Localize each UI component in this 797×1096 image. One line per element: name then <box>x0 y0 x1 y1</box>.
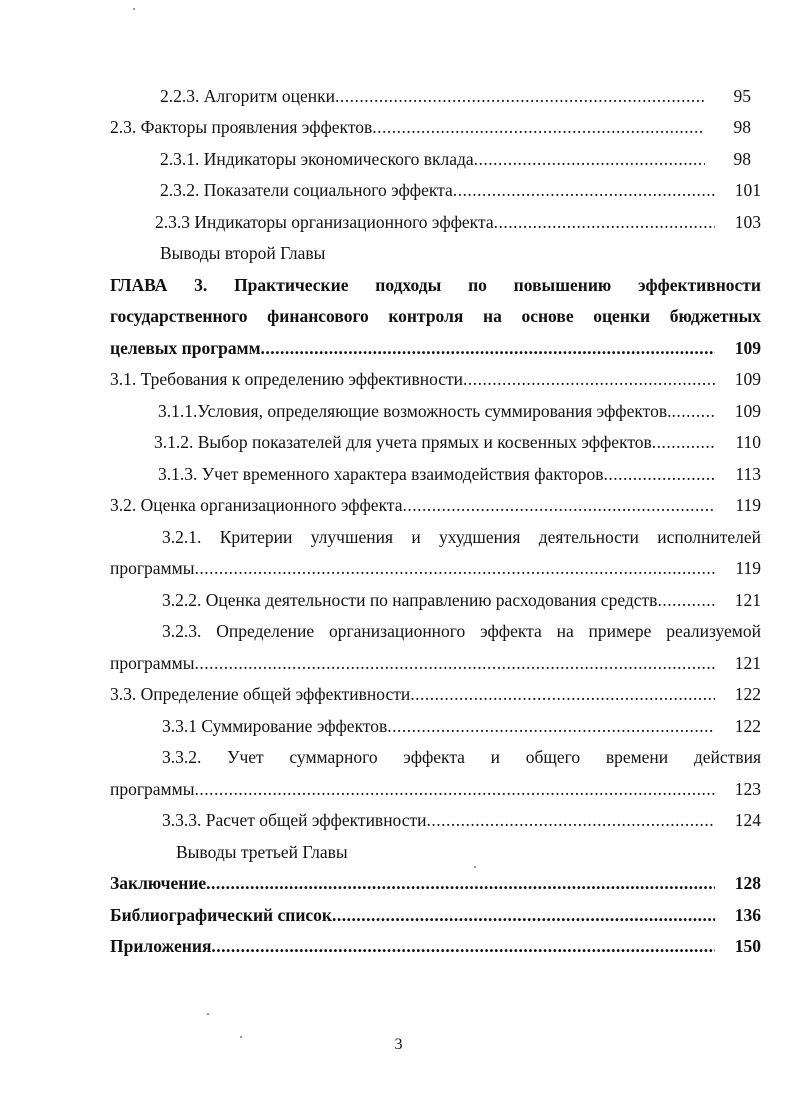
scan-speck <box>474 866 476 868</box>
toc-entry-3-1: 3.1. Требования к определению эффективности ..... 109 <box>110 367 761 391</box>
scan-speck <box>207 1013 209 1015</box>
toc-entry-3-1-1: 3.1.1.Условия, определяющие возможность суммирования эффектов. ..... 109 <box>158 399 761 423</box>
toc-entry-3-1-2: 3.1.2. Выбор показателей для учета прямых и косвенных эффектов ..... 110 <box>154 430 761 454</box>
toc-entry-3-2-1-line-1: 3.2.1. Критерии улучшения и ухудшения деятельности исполнителей <box>162 527 761 547</box>
chapter-3-title-line-1: ГЛАВА 3. Практические подходы по повышению эффективности <box>110 275 761 295</box>
chapter-3-title-line-2: государственного финансового контроля на основе оценки бюджетных <box>110 306 761 326</box>
toc-conclusions-chapter-3: Выводы третьей Главы <box>176 842 348 862</box>
toc-entry-2-3: 2.3. Факторы проявления эффектов ..... 98 <box>110 115 751 139</box>
chapter-3-title-line-3: целевых программ ..... 109 <box>110 336 761 360</box>
toc-entry-3-3-2-line-2: программы ..... 123 <box>110 777 761 801</box>
scan-speck <box>240 1036 242 1038</box>
toc-entry-2-3-2: 2.3.2. Показатели социального эффекта ..... 101 <box>160 178 761 202</box>
toc-entry-conclusion: Заключение ..... 128 <box>110 871 761 895</box>
toc-entry-3-3: 3.3. Определение общей эффективности ..... 122 <box>110 682 761 706</box>
toc-entry-2-3-3: 2.3.3 Индикаторы организационного эффекта ..... 103 <box>155 210 761 234</box>
toc-entry-2-2-3: 2.2.3. Алгоритм оценки ..... 95 <box>160 84 751 108</box>
toc-entry-3-2: 3.2. Оценка организационного эффекта ..... 119 <box>110 493 761 517</box>
toc-entry-3-3-2-line-1: 3.3.2. Учет суммарного эффекта и общего времени действия <box>162 747 761 767</box>
toc-entry-3-2-3-line-1: 3.2.3. Определение организационного эффекта на примере реализуемой <box>162 621 761 641</box>
page-number: 3 <box>394 1036 403 1053</box>
scan-speck <box>133 8 135 10</box>
toc-entry-bibliography: Библиографический список ..... 136 <box>110 903 761 927</box>
toc-conclusions-chapter-2: Выводы второй Главы <box>160 243 326 263</box>
toc-entry-3-2-3-line-2: программы ..... 121 <box>110 651 761 675</box>
toc-entry-2-3-1: 2.3.1. Индикаторы экономического вклада ..... 98 <box>160 147 751 171</box>
toc-entry-3-2-2: 3.2.2. Оценка деятельности по направлению расходования средств ..... 121 <box>162 588 761 612</box>
toc-entry-3-3-1: 3.3.1 Суммирование эффектов ..... 122 <box>162 714 761 738</box>
toc-entry-3-3-3: 3.3.3. Расчет общей эффективности ..... 124 <box>162 808 761 832</box>
toc-entry-appendices: Приложения ..... 150 <box>110 934 761 958</box>
toc-entry-3-2-1-line-2: программы ..... 119 <box>110 556 761 580</box>
toc-entry-3-1-3: 3.1.3. Учет временного характера взаимодействия факторов ..... 113 <box>158 462 761 486</box>
